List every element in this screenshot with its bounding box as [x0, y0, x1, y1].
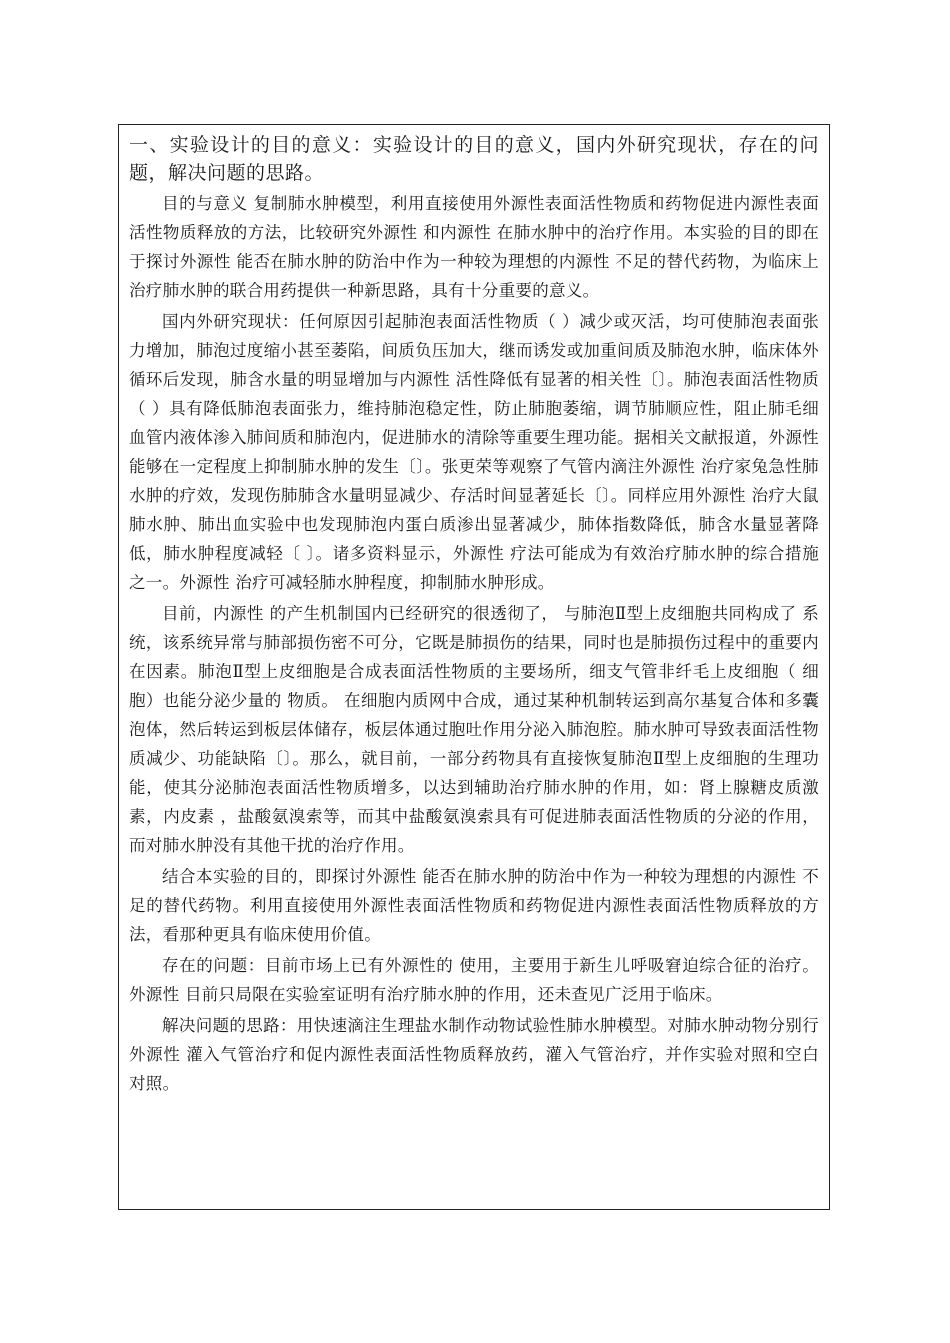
document-frame — [118, 124, 830, 1210]
paragraph-combined-purpose: 结合本实验的目的，即探讨外源性 能否在肺水肿的防治中作为一种较为理想的内源性 不足的替代药物。利用直接使用外源性表面活性物质和药物促进内源性表面活性物质释放的方法，看那种更具有临床使用价值。 — [129, 867, 819, 944]
paragraph-existing-problems: 存在的问题：目前市场上已有外源性的 使用，主要用于新生儿呼吸窘迫综合征的治疗。外源性 目前只局限在实验室证明有治疗肺水肿的作用，还未查见广泛用于临床。 — [129, 956, 819, 1004]
section-heading: 一、实验设计的目的意义：实验设计的目的意义，国内外研究现状，存在的问题，解决问题的思路。 — [129, 134, 819, 184]
paragraph-solution-approach: 解决问题的思路：用快速滴注生理盐水制作动物试验性肺水肿模型。对肺水肿动物分别行外源性 灌入气管治疗和促内源性表面活性物质释放药，灌入气管治疗，并作实验对照和空白对照。 — [129, 1016, 819, 1093]
paragraph-research-status: 国内外研究现状：任何原因引起肺泡表面活性物质（ ）减少或灭活，均可使肺泡表面张力增加，肺泡过度缩小甚至萎陷，间质负压加大，继而诱发或加重间质及肺泡水肿，临床体外循环后发现，肺含水量的明显增加与内源性 活性降低有显著的相关性〔〕。肺泡表面活性物质（ ）具有降低肺泡表面张力，维持肺泡稳定性，防止肺胞萎缩，调节肺顺应性，阻止肺毛细血管内液体渗入肺间质和肺泡内，促进肺水的清除等重要生理功能。据相关文献报道，外源性 能够在一定程度上抑制肺水肿的发生〔〕。张更荣等观察了气管内滴注外源性 治疗家兔急性肺水肿的疗效，发现伤肺肺含水量明显减少、存活时间显著延长〔〕。同样应用外源性 治疗大鼠肺水肿、肺出血实验中也发现肺泡内蛋白质渗出显著减少，肺体指数降低，肺含水量显著降低，肺水肿程度减轻〔 〕。诸多资料显示，外源性 疗法可能成为有效治疗肺水肿的综合措施之一。外源性 治疗可减轻肺水肿程度，抑制肺水肿形成。 — [129, 312, 819, 592]
paragraph-current-mechanism: 目前，内源性 的产生机制国内已经研究的很透彻了， 与肺泡Ⅱ型上皮细胞共同构成了 系统，该系统异常与肺部损伤密不可分，它既是肺损伤的结果，同时也是肺损伤过程中的重要内在因素。肺泡Ⅱ型上皮细胞是合成表面活性物质的主要场所，细支气管非纤毛上皮细胞（ 细胞）也能分泌少量的 物质。 在细胞内质网中合成，通过某种机制转运到高尔基复合体和多囊泡体，然后转运到板层体储存，板层体通过胞吐作用分泌入肺泡腔。肺水肿可导致表面活性物质减少、功能缺陷〔〕。那么，就目前，一部分药物具有直接恢复肺泡Ⅱ型上皮细胞的生理功能，使其分泌肺泡表面活性物质增多，以达到辅助治疗肺水肿的作用，如：肾上腺糖皮质激素，内皮素 ，盐酸氨溴索等，而其中盐酸氨溴索具有可促进肺表面活性物质的分泌的作用，而对肺水肿没有其他干扰的治疗作用。 — [129, 604, 819, 855]
paragraph-purpose: 目的与意义 复制肺水肿模型，利用直接使用外源性表面活性物质和药物促进内源性表面活性物质释放的方法，比较研究外源性 和内源性 在肺水肿中的治疗作用。本实验的目的即在于探讨外源性 能否在肺水肿的防治中作为一种较为理想的内源性 不足的替代药物，为临床上治疗肺水肿的联合用药提供一种新思路，具有十分重要的意义。 — [129, 194, 819, 300]
